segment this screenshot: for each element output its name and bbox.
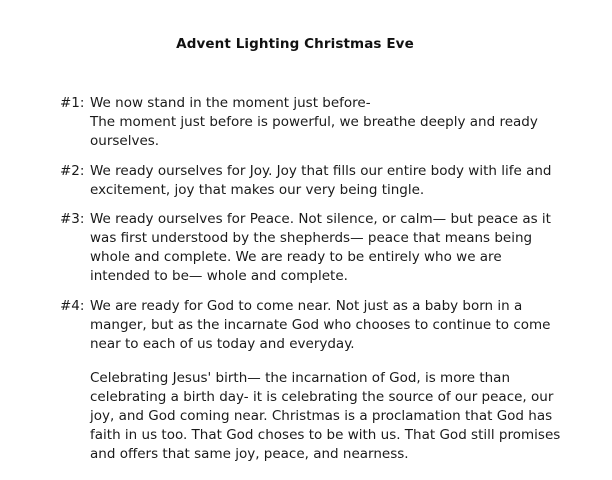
entry-paragraph: We now stand in the moment just before- The moment just before is powerful, we breathe deeply and ready ourselves. (90, 95, 538, 149)
entry-number: #4: (60, 298, 85, 314)
entry-paragraph: We are ready for God to come near. Not just as a baby born in a manger, but as the incarnate God who chooses to continue to come near to each of us today and everyday. (90, 298, 551, 352)
entry-paragraph: We ready ourselves for Joy. Joy that fills our entire body with life and excitement, joy that makes our very being tingle. (90, 163, 552, 198)
entry-paragraph: Celebrating Jesus' birth— the incarnation of God, is more than celebrating a birth day- it is celebrating the source of our peace, our joy, and God coming near. Christmas is a proclamation that God has faith in us too. That God choses to be with us. That God still promises and offers that same joy, peace, and nearness. (90, 370, 561, 462)
entry-text (90, 162, 565, 200)
entry-number: #2: (60, 163, 85, 179)
entry-number: #1: (60, 95, 85, 111)
entry-text (90, 297, 565, 464)
entry-paragraph: We ready ourselves for Peace. Not silence, or calm— but peace as it was first understood by the shepherds— peace that means being whole and complete. We are ready to be entirely who we are intended to be— whole and complete. (90, 211, 551, 284)
entry-text (90, 94, 565, 151)
entry-number: #3: (60, 211, 85, 227)
entry-text (90, 210, 565, 286)
document-title: Advent Lighting Christmas Eve (176, 36, 414, 52)
